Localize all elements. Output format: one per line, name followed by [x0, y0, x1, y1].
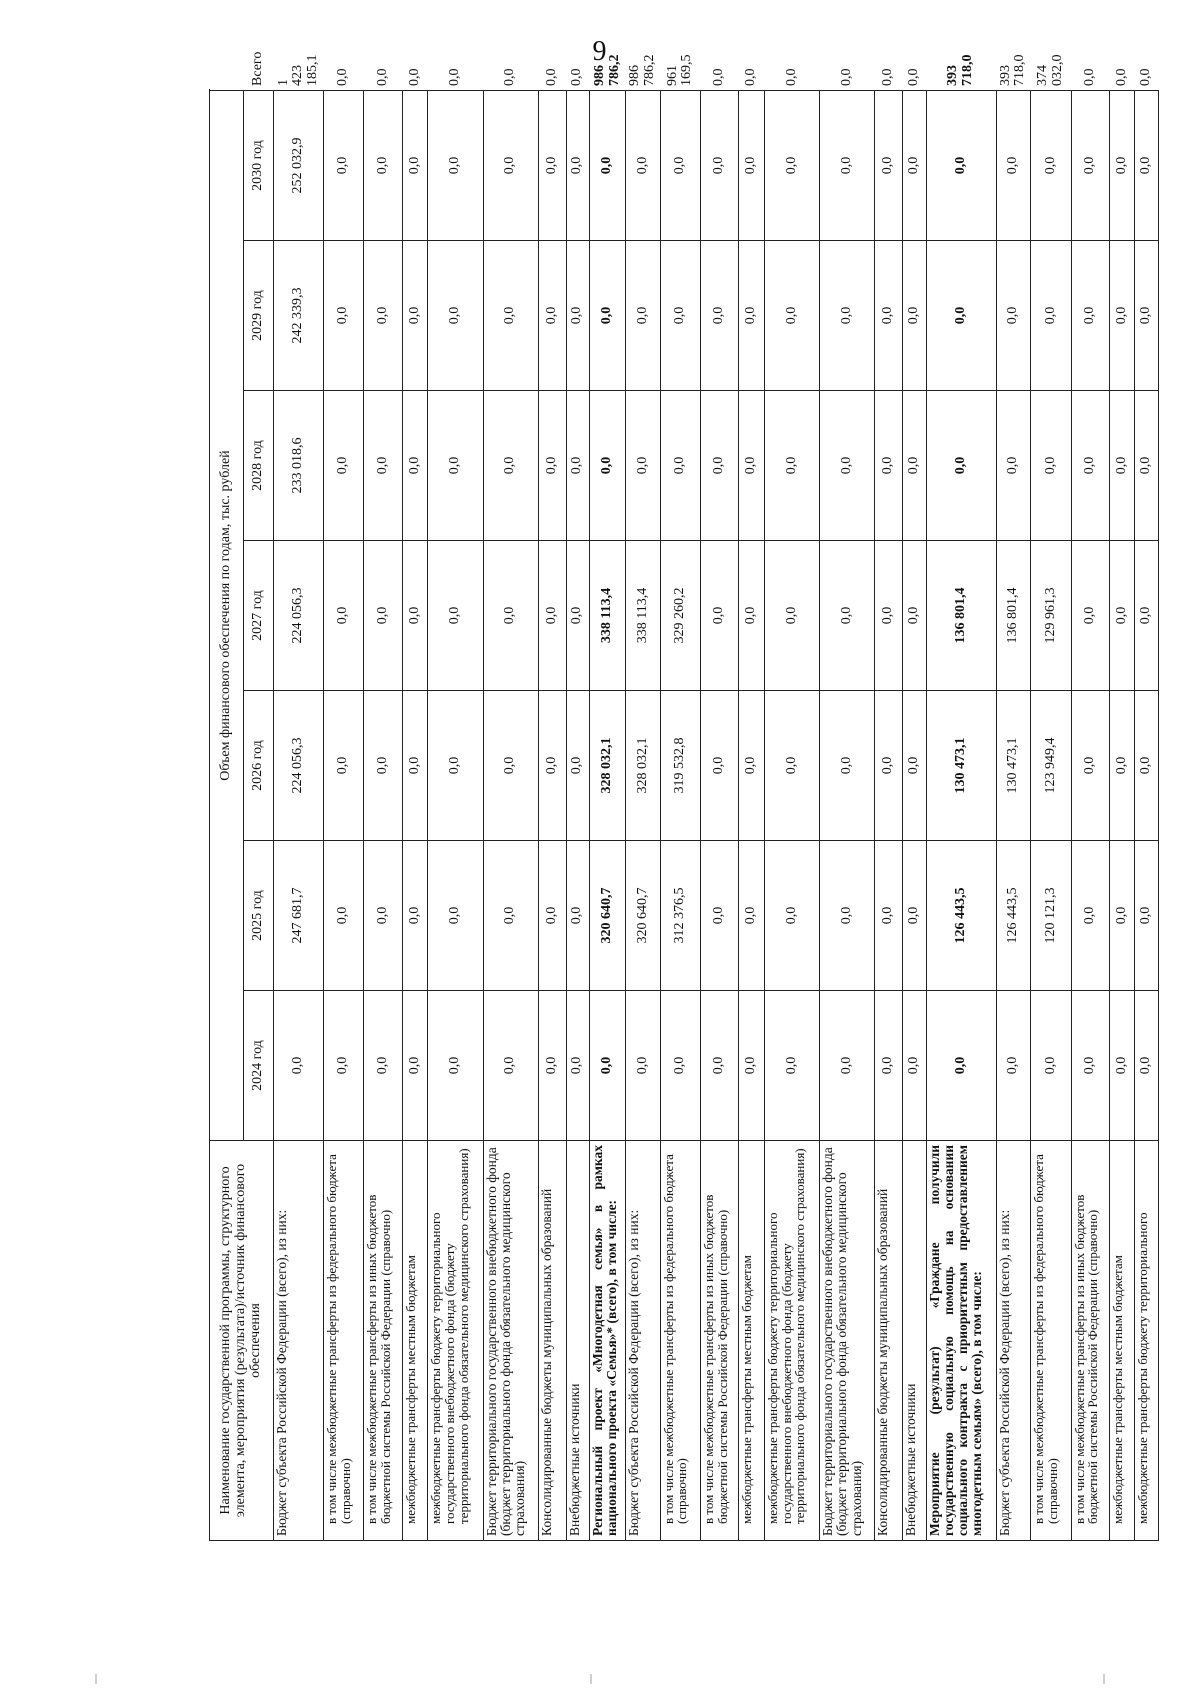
cell-value: 0,0: [820, 991, 875, 1141]
cell-value: 0,0: [1135, 91, 1159, 241]
cell-value: 0,0: [660, 241, 700, 391]
cell-value: 0,0: [1109, 391, 1135, 541]
cell-value: 0,0: [701, 691, 739, 841]
cell-value: 0,0: [483, 991, 538, 1141]
cell-value: 0,0: [764, 691, 819, 841]
cell-value: 338 113,4: [590, 541, 626, 691]
cell-value: 0,0: [1135, 391, 1159, 541]
cell-value: 0,0: [739, 241, 765, 391]
cell-value: 329 260,2: [660, 541, 700, 691]
table-row: Бюджет субъекта Российской Федерации (всего), из них: 0,0 247 681,7 224 056,3 224 056,3 233 018,6 242 339,3 252 032,9 1 423 185,1: [274, 91, 324, 1541]
row-label: межбюджетные трансферты местным бюджетам: [739, 1141, 765, 1541]
table-row: в том числе межбюджетные трансферты из иных бюджетов бюджетной системы Российской Федерации (справочно) 0,0 0,0 0,0 0,0 0,0 0,0 0,0 0,0: [1071, 91, 1109, 1541]
cell-value: 0,0: [483, 541, 538, 691]
cell-value: 0,0: [820, 541, 875, 691]
cell-value: 0,0: [1031, 91, 1071, 241]
cell-value: 338 113,4: [626, 541, 660, 691]
cell-value: 0,0: [566, 241, 589, 391]
cell-value: 0,0: [428, 241, 483, 391]
cell-value: 0,0: [660, 91, 700, 241]
cell-value: 242 339,3: [274, 241, 324, 391]
cell-value: 0,0: [903, 391, 926, 541]
cell-value: 0,0: [483, 391, 538, 541]
cell-value: 224 056,3: [274, 691, 324, 841]
table-row: Региональный проект «Многодетная семья» в рамках национального проекта «Семья»* (всего), в том числе: 0,0 320 640,7 328 032,1 338 113,4 0,0 0,0 0,0 986 786,2: [590, 91, 626, 1541]
cell-value: 0,0: [903, 691, 926, 841]
row-label: Консолидированные бюджеты муниципальных образований: [538, 1141, 566, 1541]
cell-value: 0,0: [566, 391, 589, 541]
header-year: 2025 год: [244, 841, 274, 991]
cell-value: 0,0: [903, 91, 926, 241]
header-year: 2028 год: [244, 391, 274, 541]
cell-value: 0,0: [820, 391, 875, 541]
header-year: 2026 год: [244, 691, 274, 841]
table-row: межбюджетные трансферты местным бюджетам 0,0 0,0 0,0 0,0 0,0 0,0 0,0 0,0: [1109, 91, 1135, 1541]
cell-value: 0,0: [1071, 691, 1109, 841]
cell-value: 126 443,5: [996, 841, 1030, 991]
table-row: межбюджетные трансферты бюджету территориального 0,0 0,0 0,0 0,0 0,0 0,0 0,0 0,0: [1135, 91, 1159, 1541]
cell-value: 0,0: [324, 541, 364, 691]
cell-value: 0,0: [875, 241, 903, 391]
rotated-table-wrapper: [209, 51, 1159, 1541]
table-row: в том числе межбюджетные трансферты из федерального бюджета (справочно) 0,0 120 121,3 123 949,4 129 961,3 0,0 0,0 0,0 374 032,0: [1031, 91, 1071, 1541]
cell-value: 0,0: [324, 391, 364, 541]
cell-value: 0,0: [428, 91, 483, 241]
cell-value: 0,0: [428, 841, 483, 991]
cell-value: 0,0: [903, 991, 926, 1141]
cell-value: 129 961,3: [1031, 541, 1071, 691]
cell-value: 0,0: [324, 841, 364, 991]
cell-value: 0,0: [566, 91, 589, 241]
cell-value: 0,0: [274, 991, 324, 1141]
cell-value: 0,0: [402, 91, 428, 241]
cell-value: 224 056,3: [274, 541, 324, 691]
cell-value: 0,0: [926, 391, 996, 541]
cell-value: 0,0: [903, 241, 926, 391]
cell-value: 0,0: [996, 391, 1030, 541]
cell-value: 0,0: [739, 541, 765, 691]
cell-value: 252 032,9: [274, 91, 324, 241]
cell-value: 0,0: [402, 541, 428, 691]
cell-value: 0,0: [483, 91, 538, 241]
cell-value: 0,0: [538, 391, 566, 541]
cell-value: 0,0: [875, 91, 903, 241]
row-label: в том числе межбюджетные трансферты из федерального бюджета (справочно): [1031, 1141, 1071, 1541]
cell-value: 136 801,4: [996, 541, 1030, 691]
cell-value: 328 032,1: [626, 691, 660, 841]
cell-value: 0,0: [1031, 241, 1071, 391]
table-row: межбюджетные трансферты местным бюджетам 0,0 0,0 0,0 0,0 0,0 0,0 0,0 0,0: [402, 91, 428, 1541]
cell-value: 0,0: [1109, 841, 1135, 991]
cell-value: 0,0: [1071, 991, 1109, 1141]
cell-value: 0,0: [926, 91, 996, 241]
cell-value: 0,0: [324, 241, 364, 391]
cell-value: 0,0: [1109, 541, 1135, 691]
cell-value: 0,0: [820, 841, 875, 991]
cell-value: 0,0: [875, 391, 903, 541]
cell-value: 0,0: [996, 91, 1030, 241]
cell-value: 0,0: [926, 991, 996, 1141]
table-row: в том числе межбюджетные трансферты из федерального бюджета (справочно) 0,0 0,0 0,0 0,0 0,0 0,0 0,0 0,0: [324, 91, 364, 1541]
table-body: [274, 54, 1159, 1541]
cell-value: 0,0: [1031, 391, 1071, 541]
header-year: 2024 год: [244, 991, 274, 1141]
table-row: Мероприятие (результат) «Граждане получили государственную социальную помощь на основании социального контракта с приоритетным предоставлением многодетным семьям» (всего), в том числе: 0,0 126 443,5 130 473,1 136 801,4 0,0 0,0 0,0 393 718,0: [926, 91, 996, 1541]
cell-value: 0,0: [428, 991, 483, 1141]
cell-value: 0,0: [402, 991, 428, 1141]
cell-value: 0,0: [1109, 991, 1135, 1141]
header-year: 2029 год: [244, 241, 274, 391]
row-label: Мероприятие (результат) «Граждане получили государственную социальную помощь на основании социального контракта с приоритетным предоставлением многодетным семьям» (всего), в том числе:: [926, 1141, 996, 1541]
cell-value: 0,0: [875, 991, 903, 1141]
cell-value: 0,0: [701, 841, 739, 991]
cell-value: 0,0: [820, 691, 875, 841]
table-row: межбюджетные трансферты бюджету территориального государственного внебюджетного фонда (бюджету территориального фонда обязательного медицинского страхования) 0,0 0,0 0,0 0,0 0,0 0,0 0,0 0,0: [764, 91, 819, 1541]
cell-value: 0,0: [483, 841, 538, 991]
row-label: межбюджетные трансферты местным бюджетам: [402, 1141, 428, 1541]
cell-value: 0,0: [1071, 391, 1109, 541]
table-row: межбюджетные трансферты местным бюджетам 0,0 0,0 0,0 0,0 0,0 0,0 0,0 0,0: [739, 91, 765, 1541]
table-row: межбюджетные трансферты бюджету территориального государственного внебюджетного фонда (бюджету территориального фонда обязательного медицинского страхования) 0,0 0,0 0,0 0,0 0,0 0,0 0,0 0,0: [428, 91, 483, 1541]
cell-value: 0,0: [660, 991, 700, 1141]
cell-value: 0,0: [590, 91, 626, 241]
cell-value: 0,0: [538, 91, 566, 241]
cell-value: 0,0: [1109, 91, 1135, 241]
cell-value: 0,0: [402, 841, 428, 991]
row-label: Бюджет субъекта Российской Федерации (всего), из них:: [626, 1141, 660, 1541]
cell-value: 0,0: [538, 241, 566, 391]
cell-value: 0,0: [660, 391, 700, 541]
cell-value: 0,0: [402, 691, 428, 841]
cell-value: 320 640,7: [590, 841, 626, 991]
cell-value: 0,0: [701, 91, 739, 241]
cell-value: 0,0: [566, 991, 589, 1141]
header-year: 2030 год: [244, 91, 274, 241]
cell-value: 0,0: [1135, 241, 1159, 391]
cell-value: 328 032,1: [590, 691, 626, 841]
cell-value: 0,0: [701, 991, 739, 1141]
cell-value: 0,0: [428, 541, 483, 691]
cell-value: 0,0: [1071, 91, 1109, 241]
cell-value: 247 681,7: [274, 841, 324, 991]
row-label: межбюджетные трансферты бюджету территориального государственного внебюджетного фонда (бюджету территориального фонда обязательного медицинского страхования): [764, 1141, 819, 1541]
cell-value: 0,0: [1031, 991, 1071, 1141]
cell-value: 0,0: [590, 991, 626, 1141]
cell-value: 0,0: [324, 691, 364, 841]
cell-value: 0,0: [996, 991, 1030, 1141]
cell-value: 0,0: [626, 991, 660, 1141]
cell-value: 0,0: [739, 691, 765, 841]
cell-value: 312 376,5: [660, 841, 700, 991]
cell-value: 233 018,6: [274, 391, 324, 541]
cell-value: 0,0: [701, 241, 739, 391]
cell-value: 0,0: [1135, 691, 1159, 841]
cell-value: 0,0: [538, 841, 566, 991]
cell-value: 126 443,5: [926, 841, 996, 991]
cell-value: 0,0: [1109, 691, 1135, 841]
row-label: Бюджет территориального государственного внебюджетного фонда (бюджет территориального фонда обязательного медицинского страхования): [483, 1141, 538, 1541]
cell-value: 319 532,8: [660, 691, 700, 841]
row-label: в том числе межбюджетные трансферты из иных бюджетов бюджетной системы Российской Федерации (справочно): [701, 1141, 739, 1541]
cell-value: 0,0: [764, 541, 819, 691]
table-row: Консолидированные бюджеты муниципальных образований 0,0 0,0 0,0 0,0 0,0 0,0 0,0 0,0: [875, 91, 903, 1541]
row-label: Бюджет субъекта Российской Федерации (всего), из них:: [274, 1141, 324, 1541]
cell-value: 0,0: [1071, 541, 1109, 691]
cell-value: 0,0: [364, 541, 402, 691]
scan-mark: [590, 1674, 592, 1684]
table-row: Консолидированные бюджеты муниципальных образований 0,0 0,0 0,0 0,0 0,0 0,0 0,0 0,0: [538, 91, 566, 1541]
cell-value: 0,0: [324, 91, 364, 241]
cell-value: 0,0: [701, 541, 739, 691]
row-label: Внебюджетные источники: [903, 1141, 926, 1541]
cell-value: 0,0: [402, 391, 428, 541]
cell-value: 0,0: [402, 241, 428, 391]
header-year: 2027 год: [244, 541, 274, 691]
cell-value: 0,0: [566, 691, 589, 841]
cell-value: 0,0: [483, 691, 538, 841]
table-row: в том числе межбюджетные трансферты из иных бюджетов бюджетной системы Российской Федерации (справочно) 0,0 0,0 0,0 0,0 0,0 0,0 0,0 0,0: [364, 91, 402, 1541]
cell-value: 0,0: [739, 391, 765, 541]
cell-value: 0,0: [701, 391, 739, 541]
cell-value: 0,0: [820, 91, 875, 241]
row-label: в том числе межбюджетные трансферты из федерального бюджета (справочно): [324, 1141, 364, 1541]
cell-value: 0,0: [903, 541, 926, 691]
row-label: Бюджет субъекта Российской Федерации (всего), из них:: [996, 1141, 1030, 1541]
cell-value: 0,0: [764, 241, 819, 391]
cell-value: 0,0: [1071, 841, 1109, 991]
cell-value: 0,0: [364, 91, 402, 241]
row-label: в том числе межбюджетные трансферты из иных бюджетов бюджетной системы Российской Федерации (справочно): [1071, 1141, 1109, 1541]
cell-value: 0,0: [1071, 241, 1109, 391]
cell-value: 0,0: [875, 691, 903, 841]
cell-value: 0,0: [364, 691, 402, 841]
cell-value: 0,0: [739, 841, 765, 991]
cell-value: 0,0: [1135, 841, 1159, 991]
cell-value: 0,0: [428, 691, 483, 841]
cell-value: 0,0: [428, 391, 483, 541]
row-label: Внебюджетные источники: [566, 1141, 589, 1541]
cell-value: 0,0: [1135, 991, 1159, 1141]
cell-value: 0,0: [739, 991, 765, 1141]
header-group: Объем финансового обеспечения по годам, тыс. рублей: [210, 91, 244, 1141]
cell-value: 0,0: [996, 241, 1030, 391]
cell-value: 0,0: [764, 841, 819, 991]
cell-value: 0,0: [324, 991, 364, 1141]
cell-value: 0,0: [820, 241, 875, 391]
financing-table: Наименование государственной программы, структурного элемента, мероприятия (результата)/источник финансового обеспечения Объем финансового обеспечения по годам, тыс. рублей 2024 год 2025 год 2026 год 2027 год 2028 год 2029 год 2030 год Всего Бюджет субъекта Российской Федерации (всего), из них: 0,0 247 681,7 224 056,3 224 056,3 233 018,6 242 339,3 252 032,9 1 423 185,1 в том числе межбюджетные трансферты из федерального бюджета (справочно) 0,0 0,0 0,0 0,0 0,0 0,0 0,0 0,0 в том числе межбюджетные трансферты из иных бюджетов бюджетной системы Российской Федерации (справочно) 0,0 0,0 0,0 0,0 0,0 0,0 0,0 0,0 межбюджетные трансферты местным бюджетам 0,0 0,0 0,0 0,0 0,0 0,0 0,0 0,0 межбюджетные трансферты бюджету территориального государственного внебюджетного фонда (бюджету территориального фонда обязательного медицинского страхования) 0,0 0,0 0,0 0,0 0,0 0,0 0,0 0,0 Бюджет территориального государственного внебюджетного фонда (бюджет территориального фонда обязательного медицинского страхования) 0,0 0,0 0,0 0,0 0,0 0,0 0,0 0,0 Консолидированные бюджеты муниципальных образований 0,0 0,0 0,0 0,0 0,0 0,0 0,0 0,0 Внебюджетные источники 0,0 0,0 0,0 0,0 0,0 0,0 0,0 0,0 Региональный проект «Многодетная семья» в рамках национального проекта «Семья»* (всего), в том числе: 0,0 320 640,7 328 032,1 338 113,4 0,0 0,0 0,0 986 786,2 Бюджет субъекта Российской Федерации (всего), из них: 0,0 320 640,7 328 032,1 338 113,4 0,0 0,0 0,0 986 786,2 в том числе межбюджетные трансферты из федерального бюджета (справочно) 0,0 312 376,5 319 532,8 329 260,2 0,0 0,0 0,0 961 169,5 в том числе межбюджетные трансферты из иных бюджетов бюджетной системы Российской Федерации (справочно) 0,0 0,0 0,0 0,0 0,0 0,0 0,0 0,0 межбюджетные трансферты местным бюджетам 0,0 0,0 0,0 0,0 0,0 0,0 0,0 0,0 межбюджетные трансферты бюджету территориального государственного внебюджетного фонда (бюджету территориального фонда обязательного медицинского страхования) 0,0 0,0 0,0 0,0 0,0 0,0 0,0 0,0 Бюджет территориального государственного внебюджетного фонда (бюджет территориального фонда обязательного медицинского страхования) 0,0 0,0 0,0 0,0 0,0 0,0 0,0 0,0 Консолидированные бюджеты муниципальных образований 0,0 0,0 0,0 0,0 0,0 0,0 0,0 0,0 Внебюджетные источники 0,0 0,0 0,0 0,0 0,0 0,0 0,0 0,0 Мероприятие (результат) «Граждане получили государственную социальную помощь на основании социального контракта с приоритетным предоставлением многодетным семьям» (всего), в том числе: 0,0 126 443,5 130 473,1 136 801,4 0,0 0,0 0,0 393 718,0 Бюджет субъекта Российской Федерации (всего), из них: 0,0 126 443,5 130 473,1 136 801,4 0,0 0,0 0,0 393 718,0 в том числе межбюджетные трансферты из федерального бюджета (справочно) 0,0 120 121,3 123 949,4 129 961,3 0,0 0,0 0,0 374 032,0 в том числе межбюджетные трансферты из иных бюджетов бюджетной системы Российской Федерации (справочно) 0,0 0,0 0,0 0,0 0,0 0,0 0,0 0,0 межбюджетные трансферты местным бюджетам 0,0 0,0 0,0 0,0 0,0 0,0 0,0 0,0 межбюджетные трансферты бюджету территориального 0,0 0,0 0,0 0,0 0,0 0,0 0,0 0,0: [209, 90, 1159, 1541]
cell-value: 130 473,1: [926, 691, 996, 841]
cell-value: 0,0: [626, 391, 660, 541]
cell-value: 0,0: [1109, 241, 1135, 391]
table-row: Внебюджетные источники 0,0 0,0 0,0 0,0 0,0 0,0 0,0 0,0: [903, 91, 926, 1541]
table-row: Бюджет субъекта Российской Федерации (всего), из них: 0,0 320 640,7 328 032,1 338 113,4 0,0 0,0 0,0 986 786,2: [626, 91, 660, 1541]
scan-mark: [1103, 1674, 1105, 1684]
cell-value: 0,0: [626, 241, 660, 391]
row-label: в том числе межбюджетные трансферты из иных бюджетов бюджетной системы Российской Федерации (справочно): [364, 1141, 402, 1541]
cell-value: 0,0: [926, 241, 996, 391]
cell-value: 0,0: [764, 91, 819, 241]
cell-value: 0,0: [1135, 541, 1159, 691]
cell-value: 0,0: [538, 991, 566, 1141]
cell-value: 0,0: [764, 391, 819, 541]
cell-value: 0,0: [875, 841, 903, 991]
cell-value: 0,0: [364, 241, 402, 391]
page-number: 9: [592, 36, 608, 67]
scan-mark: [95, 1674, 97, 1684]
cell-value: 0,0: [626, 91, 660, 241]
cell-value: 0,0: [364, 391, 402, 541]
cell-value: 123 949,4: [1031, 691, 1071, 841]
cell-value: 0,0: [364, 841, 402, 991]
row-label: Региональный проект «Многодетная семья» в рамках национального проекта «Семья»* (всего), в том числе:: [590, 1141, 626, 1541]
row-label: Консолидированные бюджеты муниципальных образований: [875, 1141, 903, 1541]
cell-value: 0,0: [739, 91, 765, 241]
cell-value: 0,0: [566, 541, 589, 691]
cell-value: 0,0: [903, 841, 926, 991]
row-label: межбюджетные трансферты местным бюджетам: [1109, 1141, 1135, 1541]
cell-value: 0,0: [590, 241, 626, 391]
table-row: Бюджет территориального государственного внебюджетного фонда (бюджет территориального фонда обязательного медицинского страхования) 0,0 0,0 0,0 0,0 0,0 0,0 0,0 0,0: [820, 91, 875, 1541]
cell-value: 0,0: [764, 991, 819, 1141]
table-row: Бюджет территориального государственного внебюджетного фонда (бюджет территориального фонда обязательного медицинского страхования) 0,0 0,0 0,0 0,0 0,0 0,0 0,0 0,0: [483, 91, 538, 1541]
cell-value: 136 801,4: [926, 541, 996, 691]
cell-value: 0,0: [483, 241, 538, 391]
table-row: в том числе межбюджетные трансферты из иных бюджетов бюджетной системы Российской Федерации (справочно) 0,0 0,0 0,0 0,0 0,0 0,0 0,0 0,0: [701, 91, 739, 1541]
cell-value: 0,0: [590, 391, 626, 541]
table-row: в том числе межбюджетные трансферты из федерального бюджета (справочно) 0,0 312 376,5 319 532,8 329 260,2 0,0 0,0 0,0 961 169,5: [660, 91, 700, 1541]
cell-value: 130 473,1: [996, 691, 1030, 841]
row-label: межбюджетные трансферты бюджету территориального государственного внебюджетного фонда (бюджету территориального фонда обязательного медицинского страхования): [428, 1141, 483, 1541]
cell-value: 120 121,3: [1031, 841, 1071, 991]
cell-value: 0,0: [364, 991, 402, 1141]
row-label: Бюджет территориального государственного внебюджетного фонда (бюджет территориального фонда обязательного медицинского страхования): [820, 1141, 875, 1541]
cell-value: 0,0: [566, 841, 589, 991]
cell-value: 0,0: [538, 691, 566, 841]
table-row: Бюджет субъекта Российской Федерации (всего), из них: 0,0 126 443,5 130 473,1 136 801,4 0,0 0,0 0,0 393 718,0: [996, 91, 1030, 1541]
header-name-col: Наименование государственной программы, структурного элемента, мероприятия (результата)/источник финансового обеспечения: [210, 1141, 274, 1541]
cell-value: 320 640,7: [626, 841, 660, 991]
cell-value: 0,0: [875, 541, 903, 691]
row-label: в том числе межбюджетные трансферты из федерального бюджета (справочно): [660, 1141, 700, 1541]
cell-value: 0,0: [538, 541, 566, 691]
row-label: межбюджетные трансферты бюджету территориального: [1135, 1141, 1159, 1541]
table-row: Внебюджетные источники 0,0 0,0 0,0 0,0 0,0 0,0 0,0 0,0: [566, 91, 589, 1541]
